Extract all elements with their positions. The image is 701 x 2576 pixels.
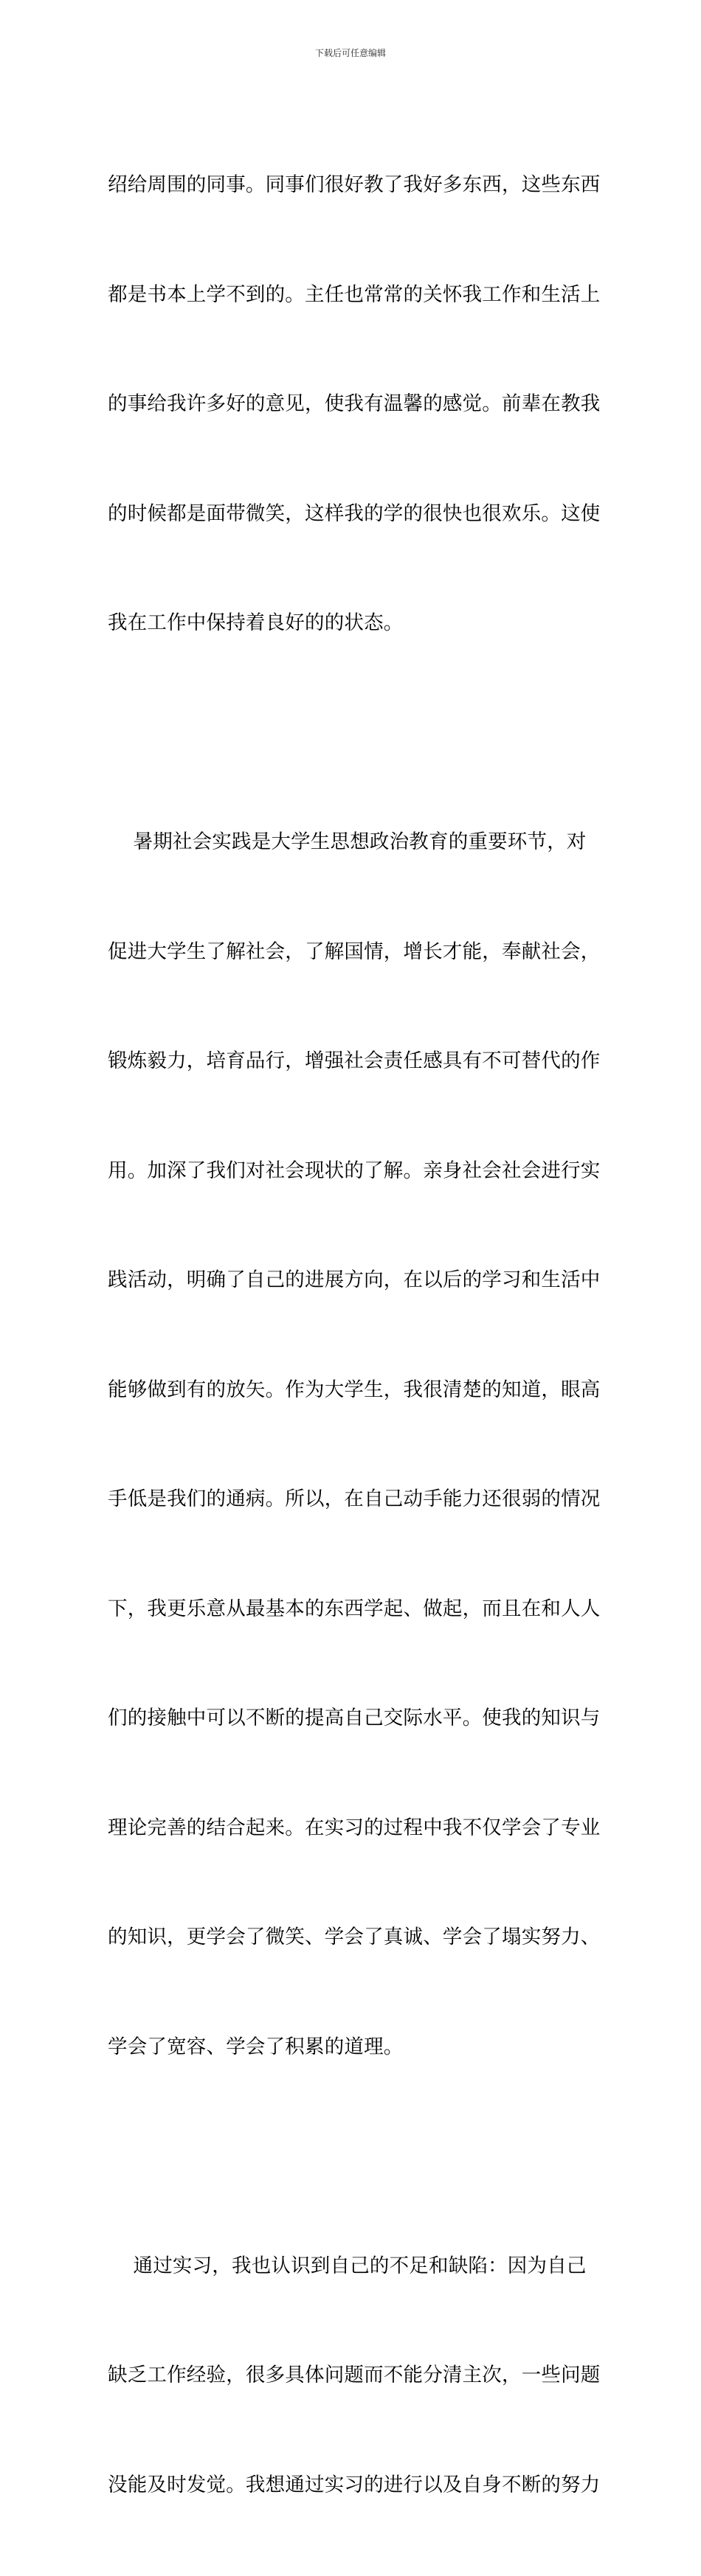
text-line: 践活动，明确了自己的进展方向，在以后的学习和生活中: [108, 1262, 595, 1299]
paragraph-spacer: [108, 2138, 595, 2175]
text-line: 手低是我们的通病。所以，在自己动手能力还很弱的情况: [108, 1481, 595, 1518]
text-line: 绍给周围的同事。同事们很好教了我好多东西，这些东西: [108, 167, 595, 204]
text-line: 理论完善的结合起来。在实习的过程中我不仅学会了专业: [108, 1810, 595, 1847]
text-line: 学会了宽容、学会了积累的道理。: [108, 2029, 595, 2066]
text-line: 通过实习，我也认识到自己的不足和缺陷：因为自己: [108, 2248, 595, 2285]
text-line: 锻炼毅力，培育品行，增强社会责任感具有不可替代的作: [108, 1043, 595, 1080]
text-line: 没能及时发觉。我想通过实习的进行以及自身不断的努力: [108, 2467, 595, 2504]
text-line: 暑期社会实践是大学生思想政治教育的重要环节，对: [108, 824, 595, 861]
text-line: 的时候都是面带微笑，这样我的学的很快也很欢乐。这使: [108, 496, 595, 532]
text-line: 我在工作中保持着良好的的状态。: [108, 605, 595, 642]
paragraph-spacer: [108, 715, 595, 751]
text-line: 能够做到有的放矢。作为大学生，我很清楚的知道，眼高: [108, 1372, 595, 1409]
text-line: 的事给我许多好的意见，使我有温馨的感觉。前辈在教我: [108, 386, 595, 423]
text-line: 促进大学生了解社会，了解国情，增长才能，奉献社会，: [108, 934, 595, 971]
document-body: [108, 94, 595, 2576]
paragraph-1: [108, 94, 595, 715]
text-line: 们的接触中可以不断的提高自己交际水平。使我的知识与: [108, 1700, 595, 1737]
text-line: 都是书本上学不到的。主任也常常的关怀我工作和生活上: [108, 277, 595, 313]
text-line: 用。加深了我们对社会现状的了解。亲身社会社会进行实: [108, 1153, 595, 1190]
text-line: 的知识，更学会了微笑、学会了真诚、学会了塌实努力、: [108, 1919, 595, 1956]
text-line: 缺乏工作经验，很多具体问题而不能分清主次，一些问题: [108, 2357, 595, 2394]
text-line: 下，我更乐意从最基本的东西学起、做起，而且在和人人: [108, 1591, 595, 1628]
paragraph-3: [108, 2175, 595, 2576]
page-header: 下载后可任意编辑: [0, 47, 701, 59]
paragraph-2: [108, 751, 595, 2138]
